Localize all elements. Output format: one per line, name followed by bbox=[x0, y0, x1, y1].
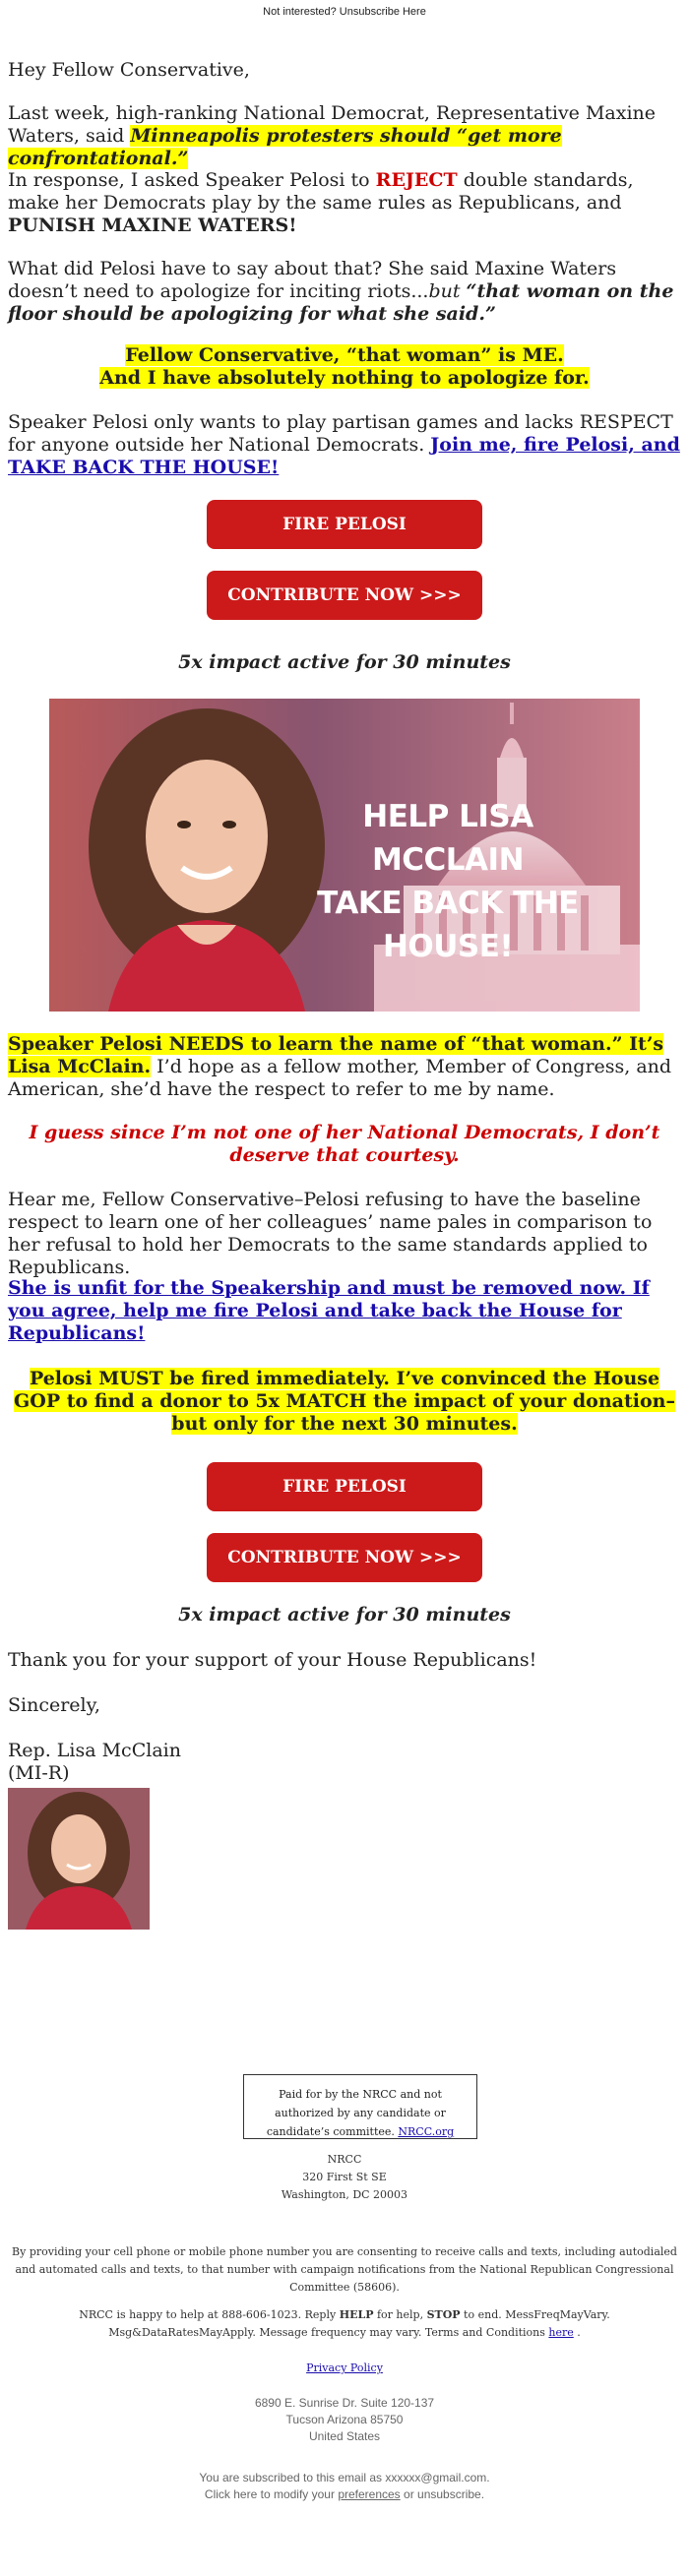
take-back-house-link[interactable]: Join me, fire Pelosi, and TAKE BACK THE HOUSE! bbox=[8, 434, 680, 478]
punish-text: PUNISH MAXINE WATERS! bbox=[8, 215, 297, 236]
sincerely-line: Sincerely, bbox=[8, 1694, 100, 1716]
paragraph-partisan-games: Speaker Pelosi only wants to play partisan games and lacks RESPECT for anyone outside her National Democrats. Join me, fire Pelosi, and TAKE BACK THE HOUSE! bbox=[8, 411, 680, 478]
preferences-link[interactable]: preferences bbox=[338, 2487, 401, 2501]
fire-pelosi-button-2[interactable]: FIRE PELOSI bbox=[207, 1462, 482, 1511]
paragraph-unfit bbox=[8, 1277, 681, 1345]
paragraph-pelosi-request: In response, I asked Speaker Pelosi to REJECT double standards, make her Democrats play by the same rules as Republicans, and PUNISH MAXINE WATERS! bbox=[8, 169, 634, 236]
paid-for-disclaimer: Paid for by the NRCC and not authorized by any candidate or candidate’s committee. NRCC.org bbox=[243, 2074, 477, 2139]
contribute-now-button-2[interactable]: CONTRIBUTE NOW >>> bbox=[207, 1533, 482, 1582]
signature-name: Rep. Lisa McClain bbox=[8, 1740, 181, 1761]
unfit-speakership-link[interactable]: She is unfit for the Speakership and must be removed now. If you agree, help me fire Pelosi and take back the House for Republicans! bbox=[8, 1277, 650, 1344]
nrcc-org-link[interactable]: NRCC.org bbox=[398, 2125, 455, 2138]
sms-help-disclaimer: NRCC is happy to help at 888-606-1023. Reply HELP for help, STOP to end. MessFreqMayVary. Msg&DataRatesMayApply. Message frequency may vary. Terms and Conditions here . bbox=[79, 2308, 610, 2339]
greeting: Hey Fellow Conservative, bbox=[8, 59, 250, 81]
privacy-policy-link[interactable]: Privacy Policy bbox=[306, 2361, 383, 2374]
impact-notice-2: 5x impact active for 30 minutes bbox=[178, 1604, 511, 1625]
signature-photo bbox=[8, 1788, 150, 1930]
unsubscribe-link[interactable]: Not interested? Unsubscribe Here bbox=[263, 6, 426, 18]
pelosi-quote: “that woman on the floor should be apologizing for what she said.” bbox=[8, 280, 674, 325]
paragraph-pelosi-response: What did Pelosi have to say about that? She said Maxine Waters doesn’t need to apologize for inciting riots...but “that woman on the floor should be apologizing for what she said.” bbox=[8, 258, 674, 325]
signature-photo-graphic bbox=[8, 1788, 150, 1930]
waters-quote-highlight: Minneapolis protesters should “get more confrontational.” bbox=[8, 125, 562, 169]
paragraph-baseline-respect: Hear me, Fellow Conservative–Pelosi refusing to have the baseline respect to learn one of her colleagues’ name pales in comparison to her refusal to hold her Democrats to the same standards applied to Republicans. bbox=[8, 1189, 653, 1278]
impact-notice: 5x impact active for 30 minutes bbox=[178, 651, 511, 673]
hero-banner-text: HELP LISA MCCLAIN TAKE BACK THE HOUSE! bbox=[317, 799, 579, 964]
paragraph-waters-quote: Last week, high-ranking National Democrat, Representative Maxine Waters, said Minneapolis protesters should “get more confrontational.” bbox=[8, 102, 657, 169]
privacy-policy-row bbox=[0, 2360, 689, 2377]
subscription-info: You are subscribed to this email as xxxxxx@gmail.com. Click here to modify your preferences or unsubscribe. bbox=[199, 2471, 490, 2501]
callout-that-woman: Fellow Conservative, “that woman” is ME. And I have absolutely nothing to apologize for. bbox=[99, 344, 590, 389]
paragraph-match: Pelosi MUST be fired immediately. I’ve convinced the House GOP to find a donor to 5x MATCH the impact of your donation–but only for the next 30 minutes. bbox=[14, 1368, 675, 1435]
thanks-line: Thank you for your support of your House Republicans! bbox=[8, 1649, 537, 1671]
terms-here-link[interactable]: here bbox=[548, 2326, 574, 2339]
mailing-address: 6890 E. Sunrise Dr. Suite 120-137 Tucson Arizona 85750 United States bbox=[254, 2396, 435, 2443]
unsubscribe-header bbox=[0, 6, 689, 18]
contribute-now-button[interactable]: CONTRIBUTE NOW >>> bbox=[207, 571, 482, 620]
fire-pelosi-button[interactable]: FIRE PELOSI bbox=[207, 500, 482, 549]
hero-banner-image[interactable] bbox=[49, 699, 640, 1012]
nrcc-address: NRCC 320 First St SE Washington, DC 20003 bbox=[281, 2153, 408, 2201]
paragraph-learn-name: Speaker Pelosi NEEDS to learn the name of “that woman.” It’s Lisa McClain. I’d hope as a fellow mother, Member of Congress, and American, she’d have the respect to refer to me by name. bbox=[8, 1033, 672, 1100]
paragraph-courtesy: I guess since I’m not one of her National Democrats, I don’t deserve that courtesy. bbox=[29, 1122, 660, 1166]
signature-party: (MI-R) bbox=[8, 1762, 70, 1784]
reject-text: REJECT bbox=[375, 169, 458, 191]
consent-disclaimer: By providing your cell phone or mobile phone number you are consenting to receive calls and texts, including autodialed and automated calls and texts, to that number with campaign notifications from the National Republican Congressional Committee (58606). bbox=[12, 2245, 677, 2294]
